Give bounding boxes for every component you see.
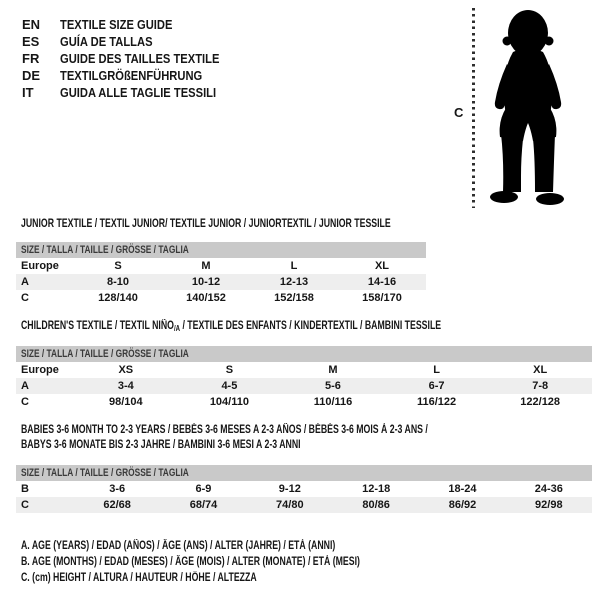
junior-row-c — [16, 290, 426, 306]
language-code: EN — [22, 17, 41, 32]
size-column: S — [114, 260, 122, 272]
legend-row-fr — [22, 50, 245, 67]
language-code: DE — [22, 68, 41, 83]
legend-title: TEXTILE SIZE GUIDE — [60, 17, 173, 32]
junior-row-a — [16, 274, 426, 290]
row-label: C — [21, 499, 29, 511]
language-code: IT — [22, 85, 34, 100]
legend-notes — [21, 538, 467, 586]
cell: 122/128 — [520, 396, 561, 408]
cell: 86/92 — [448, 499, 477, 511]
cell: 80/86 — [362, 499, 390, 511]
cell: 12-18 — [362, 483, 391, 495]
junior-columns-row — [16, 258, 426, 274]
cell: 128/140 — [98, 292, 138, 304]
size-column: XL — [533, 364, 548, 376]
row-label: C — [21, 396, 29, 408]
legend-row-en — [22, 16, 245, 33]
nino-sub: /A — [173, 324, 181, 333]
cell: 10-12 — [191, 276, 221, 288]
cell: 110/116 — [313, 396, 353, 408]
junior-table — [16, 242, 426, 306]
language-code: ES — [22, 34, 40, 49]
babies-section-title: BABIES 3-6 MONTH TO 2-3 YEARS / BEBÉS 3-6 MESES A 2-3 AÑOS / BÉBÉS 3-6 MOIS À 2-3 ANS / BABYS 3-6 MONATE BIS 2-3 JAHRE / BAMBINI 3-6 MESI A 2-3 ANNI — [21, 424, 428, 451]
cell: 5-6 — [325, 380, 341, 392]
cell: 14-16 — [367, 276, 397, 288]
junior-section-title: JUNIOR TEXTILE / TEXTIL JUNIOR/ TEXTILE JUNIOR / JUNIORTEXTIL / JUNIOR TESSILE — [21, 218, 391, 230]
cell: 140/152 — [186, 292, 226, 304]
cell: 74/80 — [276, 499, 304, 511]
children-row-a — [16, 378, 592, 394]
note-age-months: B. AGE (MONTHS) / EDAD (MESES) / ÂGE (MOIS) / ALTER (MONATE) / ETÀ (MESI) — [21, 556, 360, 568]
legend-row-de — [22, 67, 245, 84]
junior-size-header-bar: SIZE / TALLA / TAILLE / GRÖSSE / TAGLIA — [16, 242, 426, 258]
size-column: S — [225, 364, 234, 376]
legend-title: GUIDE DES TAILLES TEXTILE — [60, 51, 220, 66]
cell: 4-5 — [221, 380, 238, 392]
babies-size-header-bar: SIZE / TALLA / TAILLE / GRÖSSE / TAGLIA — [16, 465, 592, 481]
cell: 24-36 — [534, 483, 563, 495]
size-column: XS — [118, 364, 134, 376]
language-legend — [22, 16, 245, 101]
cell: 68/74 — [189, 499, 218, 511]
row-label: C — [21, 292, 29, 304]
row-label: B — [21, 483, 29, 495]
cell: 92/98 — [535, 499, 563, 511]
children-section-title: CHILDREN'S TEXTILE / TEXTIL NIÑO/A / TEXTILE DES ENFANTS / KINDERTEXTIL / BAMBINI TESSILE — [21, 320, 442, 333]
legend-title: GUÍA DE TALLAS — [60, 34, 153, 49]
region-label: Europe — [21, 364, 59, 376]
size-column: M — [328, 364, 338, 376]
cell: 8-10 — [106, 276, 130, 288]
cell: 3-6 — [109, 483, 126, 495]
legend-title: TEXTILGRÖßENFÜHRUNG — [60, 68, 203, 83]
cell: 12-13 — [279, 276, 309, 288]
babies-table — [16, 465, 592, 513]
size-column: XL — [374, 260, 390, 272]
children-table — [16, 346, 592, 410]
size-column: M — [201, 260, 211, 272]
legend-row-it — [22, 84, 245, 101]
cell: 7-8 — [532, 380, 549, 392]
cell: 158/170 — [362, 292, 402, 304]
baby-silhouette-icon — [482, 8, 574, 208]
legend-title: GUIDA ALLE TAGLIE TESSILI — [60, 85, 217, 100]
cell: 6-9 — [195, 483, 212, 495]
height-measure-label: C — [454, 105, 464, 120]
note-age-years: A. AGE (YEARS) / EDAD (AÑOS) / ÂGE (ANS) / ALTER (JAHRE) / ETÀ (ANNI) — [21, 540, 336, 552]
note-height-cm: C. (cm) HEIGHT / ALTURA / HAUTEUR / HÖHE / ALTEZZA — [21, 572, 257, 584]
babies-row-b — [16, 481, 592, 497]
cell: 152/158 — [274, 292, 314, 304]
cell: 3-4 — [117, 380, 134, 392]
cell: 6-7 — [428, 380, 445, 392]
language-code: FR — [22, 51, 40, 66]
row-label: A — [21, 276, 29, 288]
row-label: A — [21, 380, 29, 392]
children-columns-row — [16, 362, 592, 378]
cell: 116/122 — [417, 396, 457, 408]
cell: 9-12 — [278, 483, 301, 495]
children-size-header-bar: SIZE / TALLA / TAILLE / GRÖSSE / TAGLIA — [16, 346, 592, 362]
children-row-c — [16, 394, 592, 410]
size-column: L — [433, 364, 440, 376]
cell: 98/104 — [108, 396, 143, 408]
cell: 62/68 — [103, 499, 131, 511]
babies-row-c — [16, 497, 592, 513]
size-column: L — [290, 260, 298, 272]
height-dashed-line — [472, 8, 475, 208]
legend-row-es — [22, 33, 245, 50]
region-label: Europe — [21, 260, 59, 272]
cell: 104/110 — [209, 396, 249, 408]
cell: 18-24 — [448, 483, 477, 495]
